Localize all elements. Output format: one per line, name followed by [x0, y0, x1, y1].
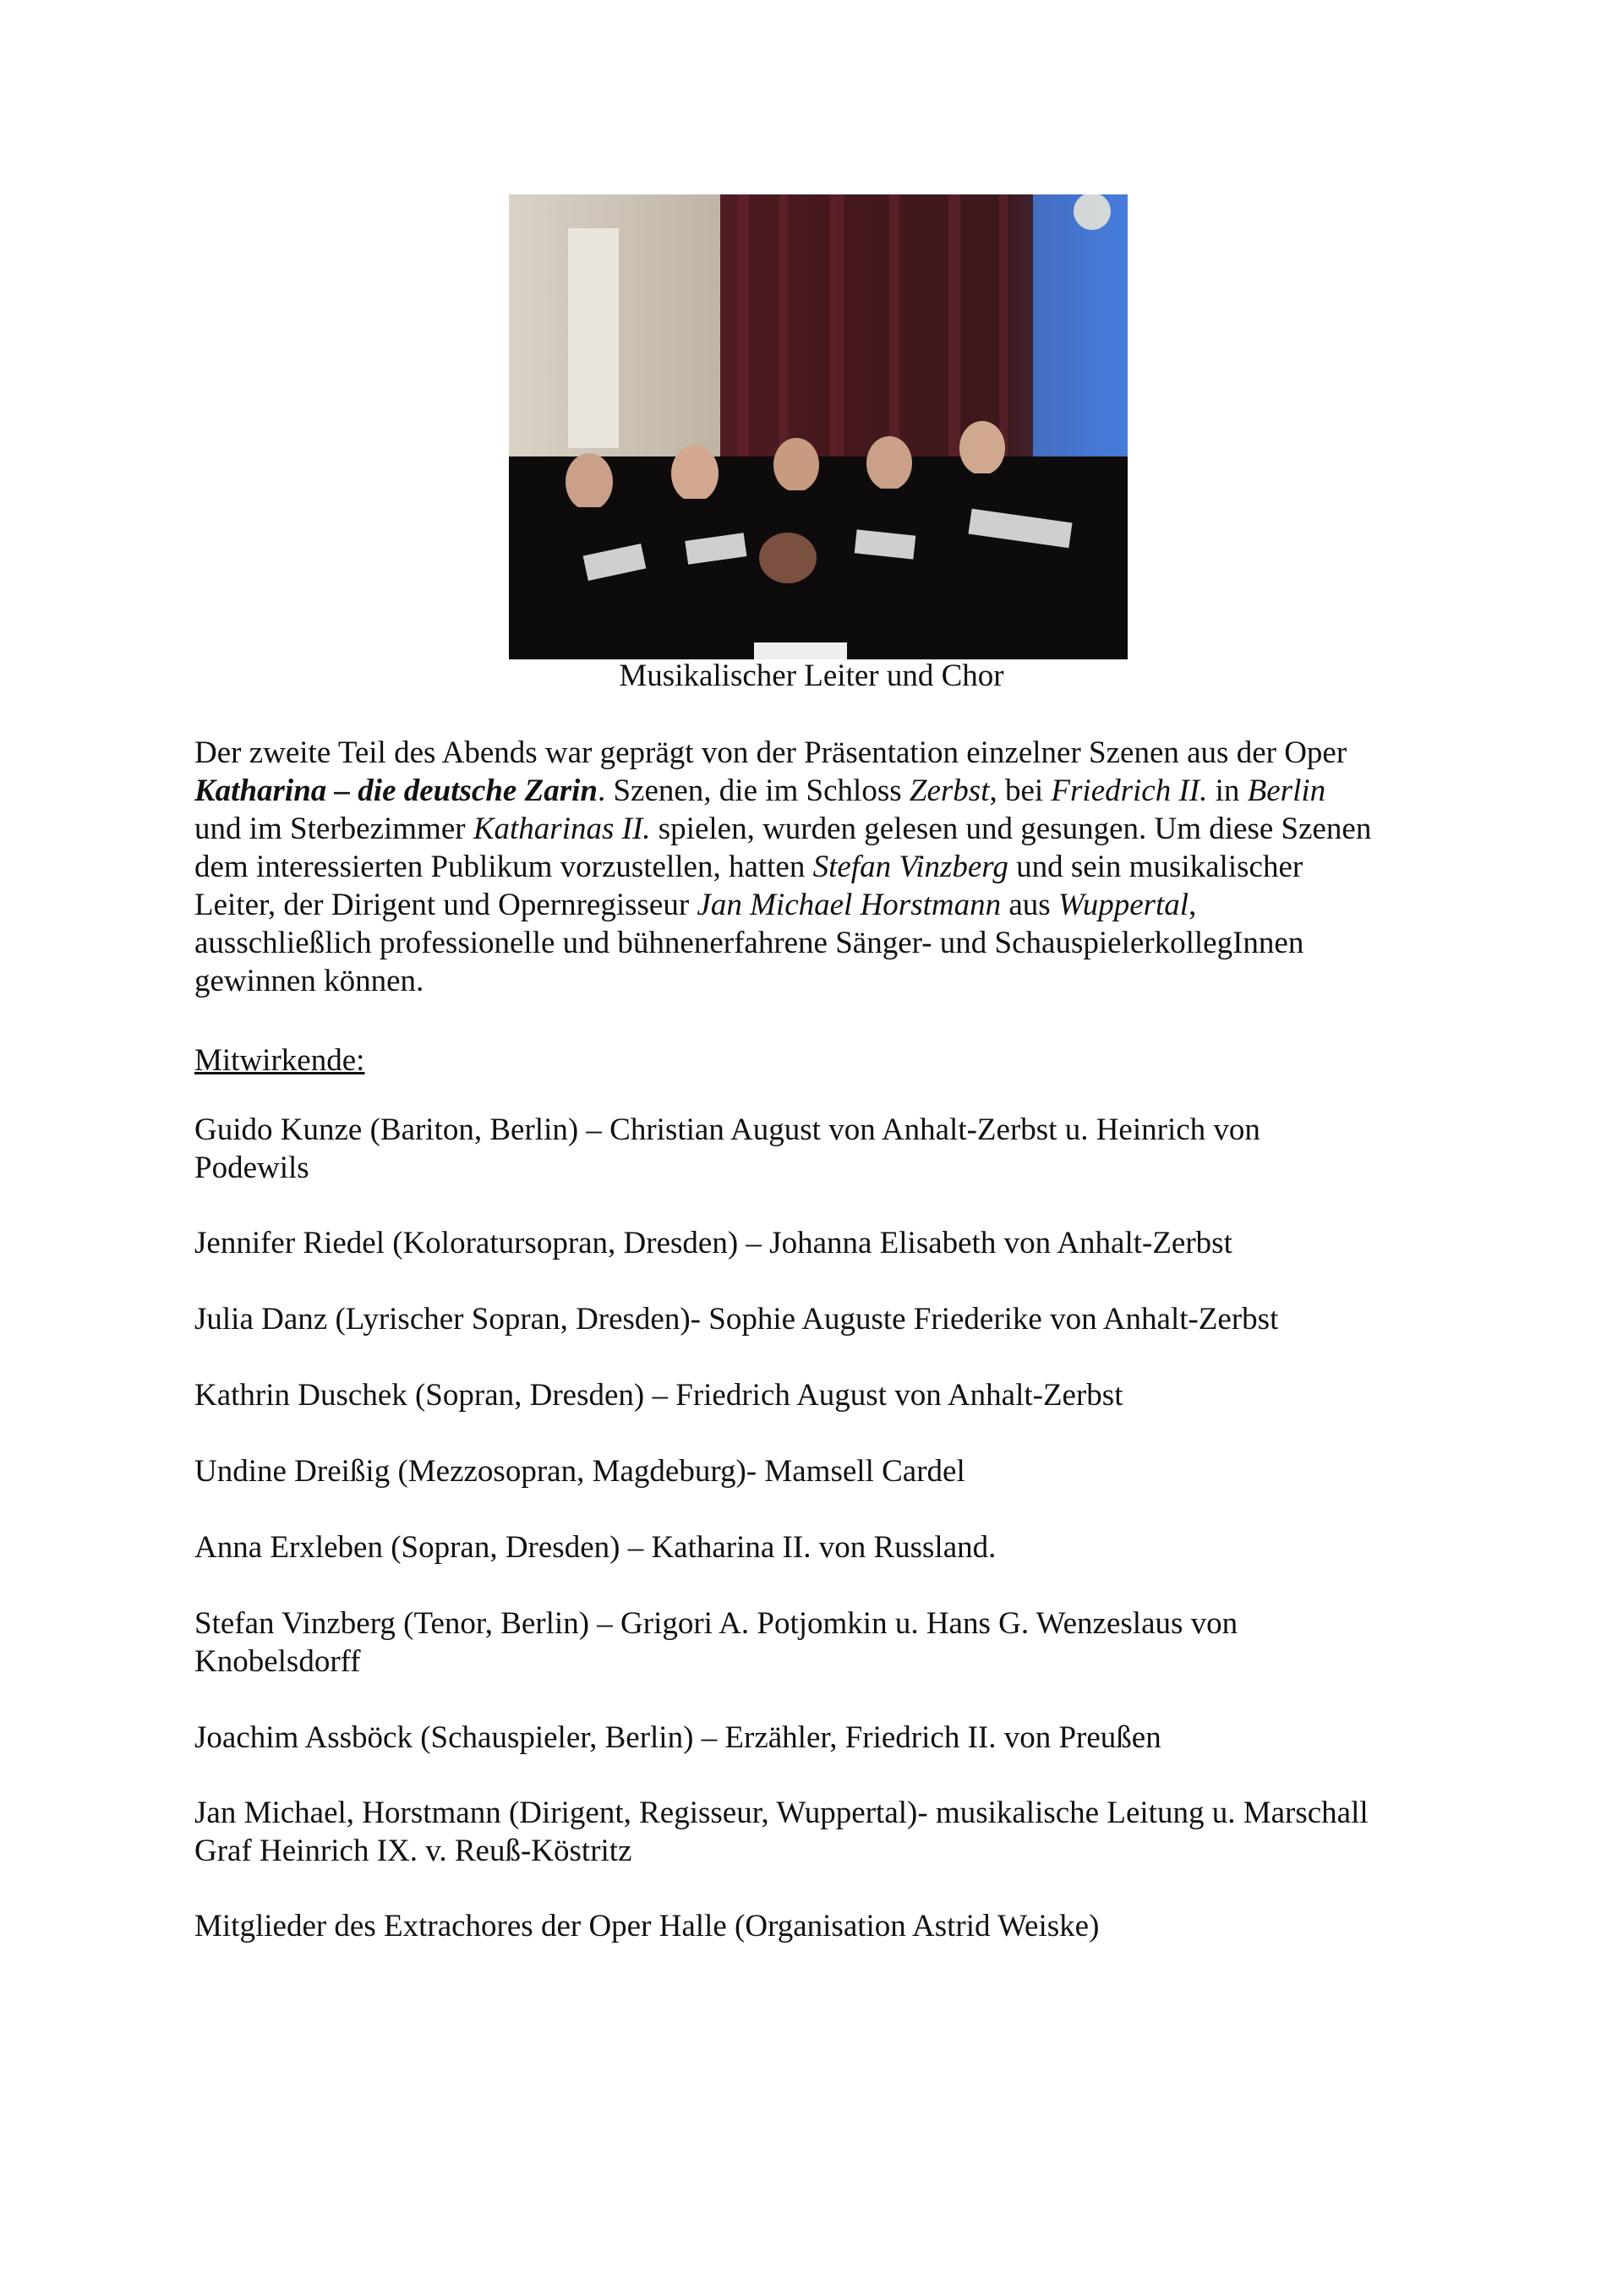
- cast-entry: Mitglieder des Extrachores der Oper Halle (Organisation Astrid Weiske): [194, 1909, 1100, 1943]
- choir-photo: [509, 194, 1128, 659]
- photo-caption: Musikalischer Leiter und Chor: [619, 659, 1004, 693]
- cast-entry: Undine Dreißig (Mezzosopran, Magdeburg)- Mamsell Cardel: [194, 1454, 965, 1489]
- cast-entry: Julia Danz (Lyrischer Sopran, Dresden)- Sophie Auguste Friederike von Anhalt-Zerbst: [194, 1302, 1279, 1337]
- choir-photo-icon: [509, 194, 1128, 659]
- paragraph-line: Der zweite Teil des Abends war geprägt von der Präsentation einzelner Szenen aus der Oper: [194, 735, 1347, 770]
- cast-entry: Guido Kunze (Bariton, Berlin) – Christian August von Anhalt-Zerbst u. Heinrich von Podewils: [194, 1112, 1260, 1185]
- paragraph-line: Leiter, der Dirigent und Opernregisseur Jan Michael Horstmann aus Wuppertal,: [194, 888, 1197, 922]
- cast-entry: Jennifer Riedel (Koloratursopran, Dresden) – Johanna Elisabeth von Anhalt-Zerbst: [194, 1226, 1232, 1260]
- cast-entry: Kathrin Duschek (Sopran, Dresden) – Friedrich August von Anhalt-Zerbst: [194, 1378, 1123, 1413]
- cast-entry: Jan Michael, Horstmann (Dirigent, Regisseur, Wuppertal)- musikalische Leitung u. Marschall Graf Heinrich IX. v. Reuß-Köstritz: [194, 1796, 1369, 1868]
- paragraph-line: dem interessierten Publikum vorzustellen, hatten Stefan Vinzberg und sein musikalischer: [194, 850, 1303, 884]
- body-paragraph: [194, 734, 1437, 1000]
- paragraph-line: ausschließlich professionelle und bühnenerfahrene Sänger- und SchauspielerkollegInnen: [194, 926, 1304, 960]
- paragraph-line: und im Sterbezimmer Katharinas II. spielen, wurden gelesen und gesungen. Um diese Szenen: [194, 812, 1372, 846]
- opera-title: Katharina – die deutsche Zarin: [194, 774, 598, 808]
- paragraph-line: Katharina – die deutsche Zarin. Szenen, die im Schloss Zerbst, bei Friedrich II. in Berlin: [194, 774, 1326, 808]
- cast-entry: Anna Erxleben (Sopran, Dresden) – Katharina II. von Russland.: [194, 1530, 997, 1565]
- paragraph-line: gewinnen können.: [194, 964, 424, 998]
- cast-entry: Joachim Assböck (Schauspieler, Berlin) – Erzähler, Friedrich II. von Preußen: [194, 1720, 1161, 1755]
- cast-heading: Mitwirkende:: [194, 1043, 365, 1078]
- cast-entry: Stefan Vinzberg (Tenor, Berlin) – Grigori A. Potjomkin u. Hans G. Wenzeslaus von Knobelsdorff: [194, 1606, 1238, 1679]
